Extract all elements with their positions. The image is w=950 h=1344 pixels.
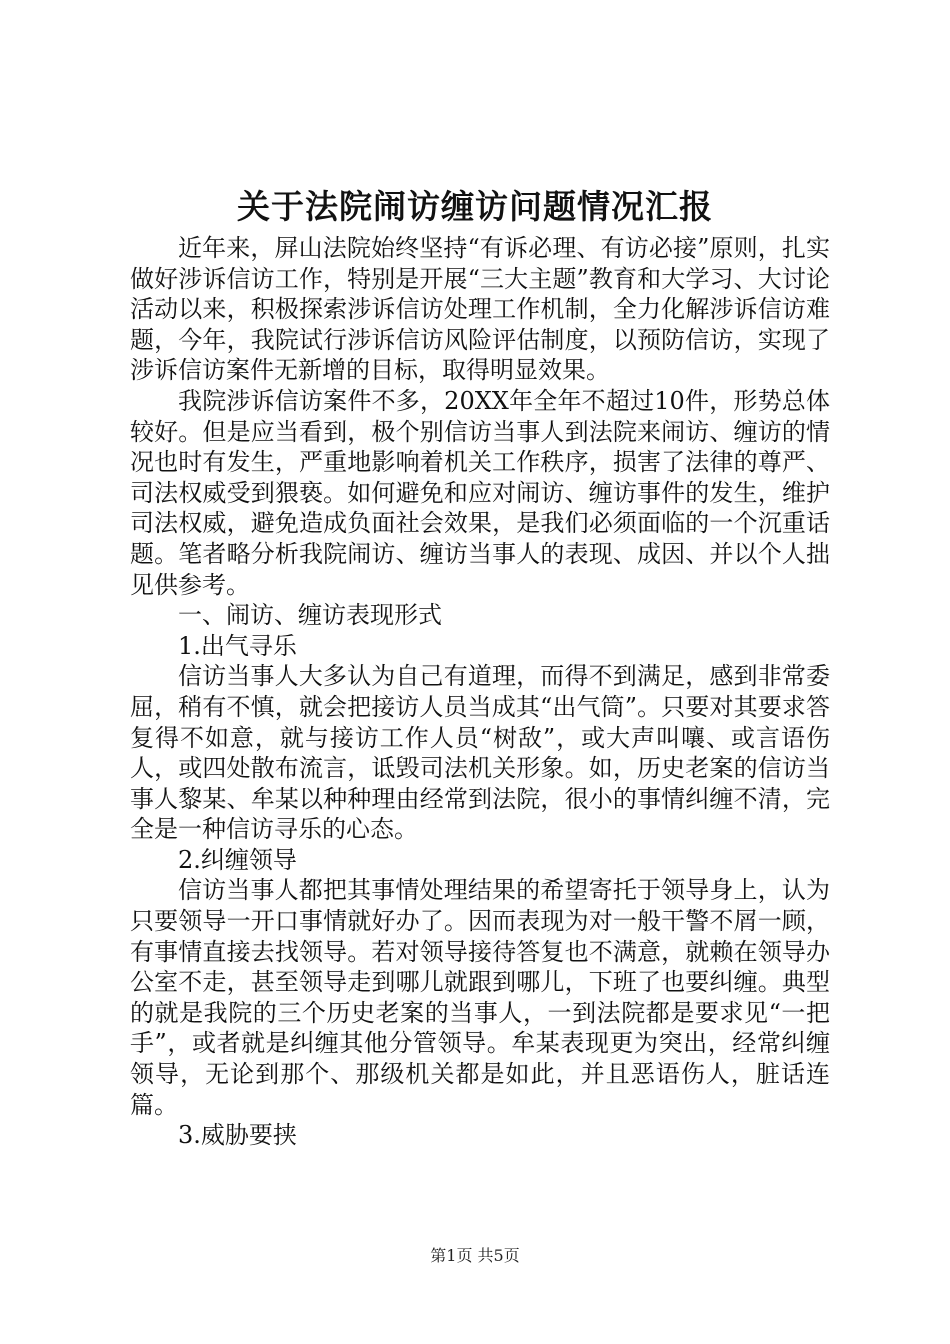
paragraph-venting: 信访当事人大多认为自己有道理，而得不到满足，感到非常委屈，稍有不慎，就会把接访人员当成其“出气筒”。只要对其要求答复得不如意，就与接访工作人员“树敌”，或大声叫嚷、或言语伤人，或四处散布流言，诋毁司法机关形象。如，历史老案的信访当事人黎某、牟某以种种理由经常到法院，很小的事情纠缠不清，完全是一种信访寻乐的心态。 bbox=[130, 662, 830, 844]
paragraph-situation: 我院涉诉信访案件不多，20XX年全年不超过10件，形势总体较好。但是应当看到，极个别信访当事人到法院来闹访、缠访的情况也时有发生，严重地影响着机关工作秩序，损害了法律的尊严、司法权威受到猥亵。如何避免和应对闹访、缠访事件的发生，维护司法权威，避免造成负面社会效果，是我们必须面临的一个沉重话题。笔者略分析我院闹访、缠访当事人的表现、成因、并以个人拙见供参考。 bbox=[130, 386, 830, 599]
subheading-threats: 3.威胁要挟 bbox=[178, 1121, 297, 1150]
page-number-footer: 第1页 共5页 bbox=[430, 1246, 520, 1265]
subheading-pestering-leaders: 2.纠缠领导 bbox=[178, 845, 297, 874]
paragraph-intro: 近年来，屏山法院始终坚持“有诉必理、有访必接”原则，扎实做好涉诉信访工作，特别是开展“三大主题”教育和大学习、大讨论活动以来，积极探索涉诉信访处理工作机制，全力化解涉诉信访难题，今年，我院试行涉诉信访风险评估制度，以预防信访，实现了涉诉信访案件无新增的目标，取得明显效果。 bbox=[130, 234, 830, 385]
document-title: 关于法院闹访缠访问题情况汇报 bbox=[237, 187, 713, 226]
section-heading-forms: 一、闹访、缠访表现形式 bbox=[178, 601, 442, 630]
document-body bbox=[130, 233, 830, 1151]
subheading-venting: 1.出气寻乐 bbox=[178, 631, 297, 660]
paragraph-pestering-leaders: 信访当事人都把其事情处理结果的希望寄托于领导身上，认为只要领导一开口事情就好办了。因而表现为对一般干警不屑一顾，有事情直接去找领导。若对领导接待答复也不满意，就赖在领导办公室不走，甚至领导走到哪儿就跟到哪儿，下班了也要纠缠。典型的就是我院的三个历史老案的当事人，一到法院都是要求见“一把手”，或者就是纠缠其他分管领导。牟某表现更为突出，经常纠缠领导，无论到那个、那级机关都是如此，并且恶语伤人，脏话连篇。 bbox=[130, 876, 830, 1119]
